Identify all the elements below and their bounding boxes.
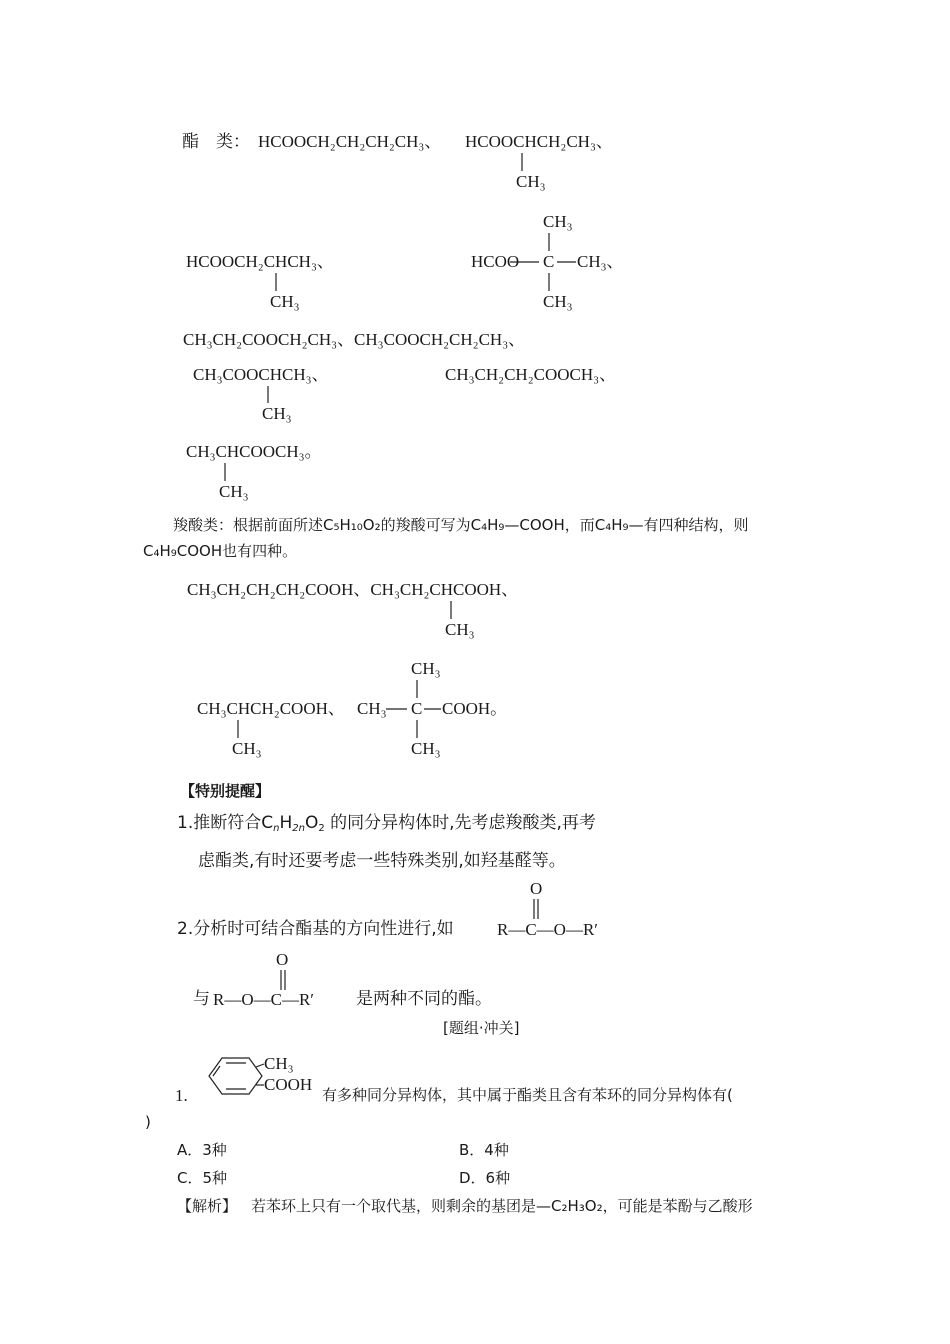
acid-formula-3-bottom: CH₃ xyxy=(411,739,441,758)
tip-2-text: 2.分析时可结合酯基的方向性进行,如 xyxy=(177,919,454,939)
tip-1-line1: 1.推断符合$C_nH_{2n}O_2$ 的同分异构体时,先考虑羧酸类,再考 xyxy=(177,813,596,834)
tip-1-line2: 虑酯类,有时还要考虑一些特殊类别,如羟基醛等。 xyxy=(198,851,566,871)
benzene-sub-ch3: CH₃ xyxy=(264,1054,294,1073)
option-b[interactable]: B．4种 xyxy=(459,1141,509,1159)
acid-formula-1: CH₃CH₂CH₂CH₂COOH、CH₃CH₂CHCOOH、 xyxy=(187,580,519,599)
acid-formula-3-top: CH₃ xyxy=(411,659,441,678)
option-c[interactable]: C．5种 xyxy=(177,1169,228,1187)
ester-formula-3-branch: CH₃ xyxy=(270,292,300,311)
ester-formula-4-right: CH₃、 xyxy=(577,252,624,271)
acid-paragraph-line2: C₄H₉COOH也有四种。 xyxy=(143,542,298,560)
acid-formula-2: CH₃CHCH₂COOH、 xyxy=(197,699,345,718)
ester-label: 酯 类： xyxy=(182,132,250,152)
ester-formula-8-branch: CH₃ xyxy=(219,482,249,501)
ester-formula-1: HCOOCH₂CH₂CH₂CH₃、 xyxy=(258,132,442,151)
tip-2-carbonyl-o: O xyxy=(530,879,543,898)
ester-formula-4-top: CH₃ xyxy=(543,212,573,231)
option-d[interactable]: D．6种 xyxy=(459,1169,511,1187)
group-title: [题组·冲关] xyxy=(443,1019,520,1037)
benzene-sub-cooh: COOH xyxy=(264,1075,313,1094)
acid-formula-2-branch: CH₃ xyxy=(232,739,262,758)
ester-formula-2: HCOOCHCH₂CH₃、 xyxy=(465,132,613,151)
ester-formula-6: CH₃COOCHCH₃、 xyxy=(193,365,329,384)
ester-formula-4-bottom: CH₃ xyxy=(543,292,573,311)
question-stem-end: ) xyxy=(145,1113,151,1131)
ester-formula-4-left: HCOO xyxy=(471,252,520,271)
tip-3-formula: R—O—C—R′ xyxy=(213,990,315,1009)
tip-2-formula: R—C—O—R′ xyxy=(497,920,599,939)
acid-formula-1-branch: CH₃ xyxy=(445,620,475,639)
acid-paragraph-line1: 羧酸类：根据前面所述C₅H₁₀O₂的羧酸可写为C₄H₉—COOH，而C₄H₉—有四种结构，则 xyxy=(173,516,749,534)
question-stem: 有多种同分异构体，其中属于酯类且含有苯环的同分异构体有( xyxy=(322,1086,733,1104)
analysis-text: 若苯环上只有一个取代基，则剩余的基团是—C₂H₃O₂，可能是苯酚与乙酸形 xyxy=(251,1197,753,1215)
question-number: 1. xyxy=(175,1086,188,1105)
ester-formula-3: HCOOCH₂CHCH₃、 xyxy=(186,252,334,271)
tip-3-prefix: 与 xyxy=(193,989,210,1009)
analysis-tag: 【解析】 xyxy=(177,1197,238,1215)
tips-heading: 【特别提醒】 xyxy=(180,782,271,800)
ester-formula-2-branch: CH₃ xyxy=(516,172,546,191)
tip-3-suffix: 是两种不同的酯。 xyxy=(356,989,492,1009)
ester-formula-8: CH₃CHCOOCH₃。 xyxy=(186,442,322,461)
ester-formula-6-branch: CH₃ xyxy=(262,404,292,423)
ester-formula-4-center: C xyxy=(543,252,555,271)
ester-formula-5: CH₃CH₂COOCH₂CH₃、CH₃COOCH₂CH₂CH₃、 xyxy=(183,330,526,349)
acid-formula-3-right: COOH。 xyxy=(442,699,508,718)
benzene-ring-icon xyxy=(209,1058,264,1094)
acid-formula-3-center: C xyxy=(411,699,423,718)
ester-formula-7: CH₃CH₂CH₂COOCH₃、 xyxy=(445,365,617,384)
acid-formula-3-left: CH₃ xyxy=(357,699,387,718)
option-a[interactable]: A．3种 xyxy=(177,1141,227,1159)
tip-3-carbonyl-o: O xyxy=(276,950,289,969)
